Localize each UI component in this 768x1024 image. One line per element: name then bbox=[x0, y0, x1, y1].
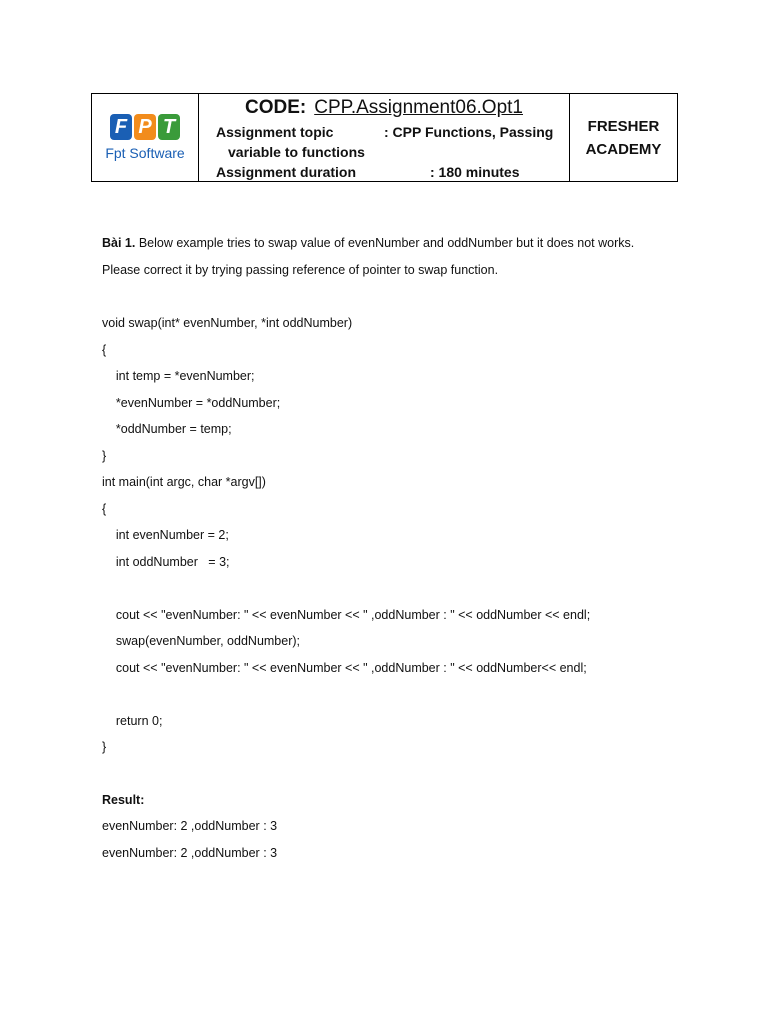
code-line-text: swap(evenNumber, oddNumber); bbox=[102, 634, 301, 648]
exercise-title: Bài 1. bbox=[102, 236, 136, 250]
duration-value: : 180 minutes bbox=[430, 164, 520, 180]
duration-label: Assignment duration bbox=[216, 164, 357, 180]
topic-value: : CPP Functions, Passing bbox=[384, 124, 554, 140]
code-line bbox=[199, 96, 569, 120]
code-line-text: } bbox=[102, 448, 107, 463]
fpt-logo bbox=[110, 114, 180, 140]
code-line-text: int main(int argc, char *argv[]) bbox=[102, 475, 266, 489]
org-line-1: FRESHER bbox=[587, 117, 660, 135]
header-table bbox=[91, 93, 678, 182]
code-value: CPP.Assignment06.Opt1 bbox=[314, 97, 523, 118]
topic-label: Assignment topic bbox=[216, 124, 334, 140]
logo-subtitle: Fpt Software bbox=[105, 145, 185, 161]
code-line-text: cout << "evenNumber: " << evenNumber << " ,oddNumber : " << oddNumber<< endl; bbox=[102, 660, 587, 675]
code-line-text: *oddNumber = temp; bbox=[102, 422, 232, 436]
logo-cell bbox=[92, 94, 199, 181]
code-line-text: int oddNumber = 3; bbox=[102, 554, 230, 569]
code-line-text: int temp = *evenNumber; bbox=[102, 369, 255, 383]
exercise-desc-line-1 bbox=[102, 235, 634, 251]
result-line: evenNumber: 2 ,oddNumber : 3 bbox=[102, 846, 278, 860]
code-line-text: { bbox=[102, 501, 107, 516]
code-line-text: int evenNumber = 2; bbox=[102, 528, 229, 542]
result-label: Result: bbox=[102, 793, 145, 807]
code-line-text: { bbox=[102, 342, 107, 357]
fpt-logo-letter-p: P bbox=[134, 114, 156, 140]
code-label: CODE: bbox=[244, 97, 307, 118]
exercise-desc-text: Below example tries to swap value of evenNumber and oddNumber but it does not works. bbox=[135, 236, 635, 250]
code-line-text: return 0; bbox=[102, 713, 163, 728]
org-cell bbox=[570, 94, 677, 181]
code-line-text: void swap(int* evenNumber, *int oddNumber) bbox=[102, 316, 353, 330]
fpt-logo-letter-f: F bbox=[110, 114, 132, 140]
exercise-desc-line-2: Please correct it by trying passing reference of pointer to swap function. bbox=[102, 263, 499, 277]
topic-value-continued: variable to functions bbox=[228, 144, 365, 160]
code-line-text: cout << "evenNumber: " << evenNumber << " ,oddNumber : " << oddNumber << endl; bbox=[102, 607, 591, 622]
result-line: evenNumber: 2 ,oddNumber : 3 bbox=[102, 819, 278, 833]
assignment-info-cell bbox=[199, 94, 570, 181]
fpt-logo-letter-t: T bbox=[158, 114, 180, 140]
org-line-2: ACADEMY bbox=[585, 140, 662, 158]
code-line-text: } bbox=[102, 740, 107, 754]
code-line-text: *evenNumber = *oddNumber; bbox=[102, 395, 281, 410]
